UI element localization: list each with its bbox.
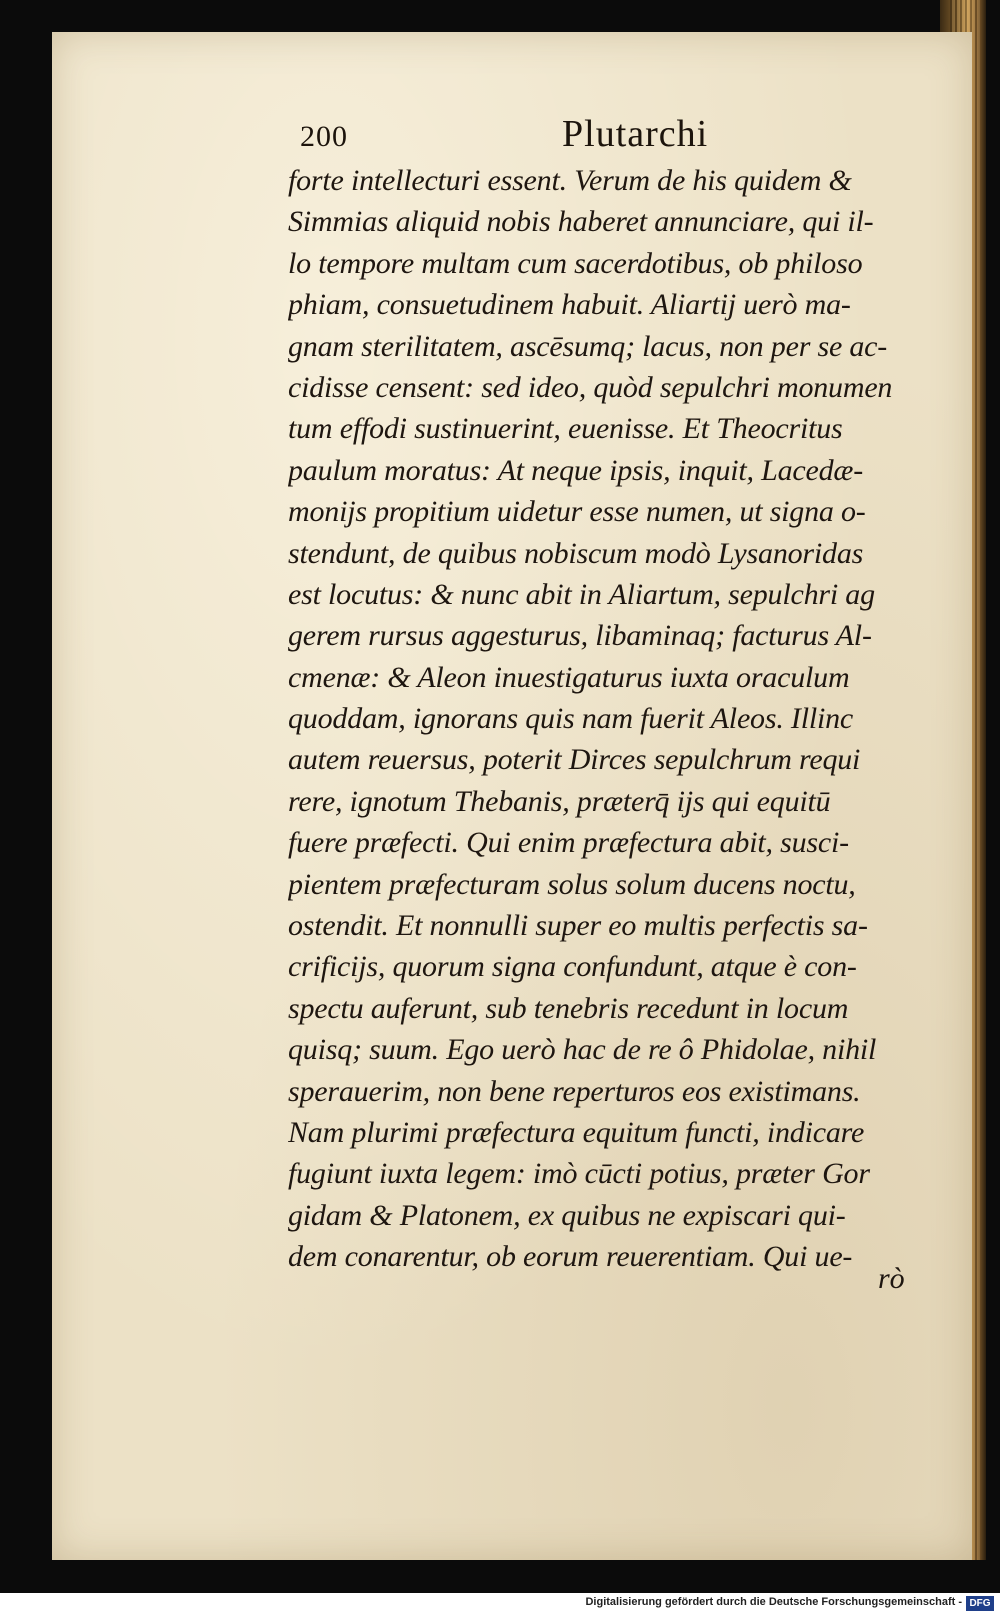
text-line: tum effodi sustinuerint, euenisse. Et Theocritus — [288, 412, 843, 446]
text-line: dem conarentur, ob eorum reuerentiam. Qui ue- — [288, 1240, 853, 1274]
text-line: phiam, consuetudinem habuit. Aliartij uerò ma- — [288, 288, 851, 322]
text-line: quisq; suum. Ego uerò hac de re ô Phidolae, nihil — [288, 1033, 877, 1067]
text-line: spectu auferunt, sub tenebris recedunt in locum — [288, 991, 849, 1025]
text-line: forte intellecturi essent. Verum de his quidem & — [288, 164, 852, 197]
text-line: lo tempore multam cum sacerdotibus, ob philoso — [288, 246, 863, 280]
text-line: crificijs, quorum signa confundunt, atque è con- — [288, 950, 857, 984]
running-title: Plutarchi — [562, 113, 709, 155]
text-line: ostendit. Et nonnulli super eo multis perfectis sa- — [288, 909, 868, 943]
digitization-credit: Digitalisierung gefördert durch die Deutsche Forschungsgemeinschaft - — [585, 1596, 962, 1608]
text-line: paulum moratus: At neque ipsis, inquit, Lacedæ- — [288, 453, 864, 487]
text-line: quoddam, ignorans quis nam fuerit Aleos. Illinc — [288, 702, 854, 736]
text-line: fugiunt iuxta legem: imò cūcti potius, præter Gor — [288, 1157, 870, 1191]
text-line: fuere præfecti. Qui enim præfectura abit, susci- — [288, 826, 849, 860]
text-line: monijs propitium uidetur esse numen, ut signa o- — [288, 495, 866, 529]
text-line: cidisse censent: sed ideo, quòd sepulchri monumen — [288, 370, 893, 404]
text-line: gerem rursus aggesturus, libaminaq; facturus Al- — [288, 619, 872, 653]
text-block — [288, 160, 928, 1278]
page-header — [300, 112, 940, 162]
text-line: sperauerim, non bene reperturos eos existimans. — [288, 1074, 861, 1108]
catchword: rò — [878, 1262, 905, 1295]
text-line: Simmias aliquid nobis haberet annunciare, qui il- — [288, 205, 874, 239]
dfg-logo: DFG — [966, 1596, 994, 1611]
digitization-credit-bar — [0, 1593, 1000, 1615]
text-line: est locutus: & nunc abit in Aliartum, sepulchri ag — [288, 577, 875, 611]
text-line: autem reuersus, poterit Dirces sepulchrum requi — [288, 743, 861, 777]
text-line: stendunt, de quibus nobiscum modò Lysanoridas — [288, 536, 864, 570]
text-line: gnam sterilitatem, ascēsumq; lacus, non per se ac- — [288, 329, 888, 363]
text-line: pientem præfecturam solus solum ducens noctu, — [288, 867, 856, 901]
folio-number: 200 — [300, 120, 348, 153]
text-line: gidam & Platonem, ex quibus ne expiscari qui- — [288, 1198, 846, 1232]
text-line: rere, ignotum Thebanis, prӕterq̄ ijs qui equitū — [288, 784, 831, 818]
text-line: cmenæ: & Aleon inuestigaturus iuxta oraculum — [288, 660, 850, 694]
text-line: Nam plurimi præfectura equitum functi, indicare — [288, 1115, 865, 1149]
